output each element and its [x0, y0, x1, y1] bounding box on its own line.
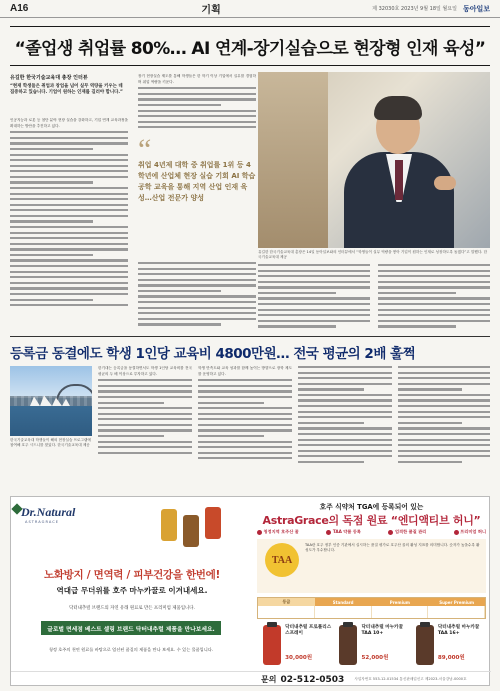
article2-headline-text: 등록금 동결에도 학생 1인당 교육비 4800만원… 전국 평균의 2배 훌쩍 [10, 346, 416, 362]
body-paragraph: 한기대는 등록금을 동결하면서도 학생 1인당 교육비를 전국 평균의 두 배 이상으로 투자하고 있다. [98, 366, 192, 376]
check-icon [388, 530, 393, 535]
pull-quote [138, 133, 256, 250]
taa-info-box [257, 539, 486, 593]
article-column-4 [258, 264, 370, 330]
product-jar [205, 507, 221, 539]
byline: 유길한 한국기술교육대 총장 인터뷰 [10, 75, 88, 81]
ad-subheadline: 역대급 무더위를 호주 마누카꿀로 이겨내세요. [56, 586, 208, 595]
ad-green-banner: 글로벌 면세점 베스트 셀링 브랜드 닥터내추럴 제품을 만나보세요. [41, 621, 221, 635]
product-name: 닥터내추럴 프로폴리스 스프레이 [285, 625, 332, 636]
page-number: A16 [10, 3, 29, 14]
phone-number[interactable]: 02-512-0503 [280, 674, 345, 685]
section-divider [10, 336, 490, 337]
feature-checks [257, 529, 486, 535]
product-item[interactable] [335, 623, 407, 669]
ad-right-panel [253, 497, 490, 687]
article-headline [10, 26, 490, 66]
taa-logo: TAA [265, 543, 299, 577]
advertisement[interactable] [10, 496, 490, 686]
check-icon [454, 530, 459, 535]
feature-item: 청정지역 호주산 꿀 [257, 529, 299, 535]
article2-headline [10, 342, 490, 360]
product-item[interactable] [259, 623, 331, 669]
portrait-photo [258, 72, 490, 248]
page-header [0, 0, 500, 18]
article-column-3 [138, 262, 256, 330]
ad-headline: 노화방지 / 면역력 / 피부건강을 한번에! [44, 569, 220, 581]
issue-info: 제 32030호 2023년 9월 18일 월요일 [372, 6, 457, 12]
feature-item: 프리미엄 허니 [454, 529, 486, 535]
photo-caption: 유길한 한국기술교육대 총장은 14일 동아일보와의 인터뷰에서 “학생들이 실무 역량을 쌓아 기업이 원하는 인재로 성장하도록 돕겠다”고 말했다. 한국기술교육대 제공 [258, 250, 488, 259]
sydney-photo [10, 366, 92, 436]
body-paragraph: 장기 현장실습 제도를 통해 학생들은 한 학기 이상 기업에서 실무를 경험하며 취업 역량을 키운다. [138, 74, 256, 84]
feature-item: TAA 약품 등록 [326, 529, 361, 535]
newspaper-name: 동아일보 [462, 4, 490, 13]
feature-item: 엄격한 품질 관리 [388, 529, 426, 535]
article2-column-3 [298, 366, 392, 490]
article2-column-4 [398, 366, 490, 490]
section-title: 기획 [201, 5, 221, 16]
business-info: 사업자번호 553-12-01534 통신판매업신고 제2023-서울강남-0000호 [354, 676, 467, 681]
product-price: 30,000원 [285, 655, 313, 661]
pull-quote-text: 취업 4년제 대학 중 취업률 1위 등 4학년에 산업체 현장 실습 기회 AI 학습 공학 교육을 통해 지역 산업 인재 육성…산업 전문가 양성 [138, 161, 256, 202]
bottle-icon [416, 625, 434, 665]
ad-right-head: 호주 식약처 TGA에 등록되어 있는 [319, 503, 424, 511]
ad-brand-sub: ASTRAGRACE [25, 520, 59, 524]
product-name: 닥터내추럴 마누카꿀 TAA 10+ [361, 625, 404, 636]
product-jar [183, 515, 199, 547]
article2-photo-caption: 한국기술교육대 학생들이 해외 현장실습 프로그램에 참여해 호주 시드니를 찾았다. 한국기술교육대 제공 [10, 438, 91, 447]
ad-body: 닥터내추럴 브랜드의 자연 유래 원료로 만든 프리미엄 제품입니다. [69, 606, 195, 611]
product-list [257, 623, 486, 669]
article2-column-2 [198, 366, 292, 490]
ad-footer-text: 청정 호주의 천연 원료를 바탕으로 엄선된 품질의 제품을 만나 보세요. 수 있는 물품입니다. [48, 647, 214, 652]
phone-label: 문의 [261, 674, 277, 684]
product-name: 닥터내추럴 마누카꿀 TAA 16+ [437, 625, 480, 636]
ad-left-panel [11, 497, 251, 687]
headline-text: “졸업생 취업률 80%… AI 연계-장기실습으로 현장형 인재 육성” [14, 38, 486, 59]
ad-brand: Dr.Natural [21, 505, 76, 519]
product-item[interactable] [412, 623, 484, 669]
grade-table [257, 597, 486, 619]
ad-right-title: AstraGrace의 독점 원료 “엔디액티브 허니” [262, 514, 481, 527]
body-paragraph: 학생 만족도와 교육 성과를 함께 높이는 방향으로 장학 제도를 운영하고 있다. [198, 366, 292, 376]
quote-mark-icon: “ [138, 133, 152, 166]
bottle-icon [263, 625, 281, 665]
bottle-icon [339, 625, 357, 665]
table-header: Super Premium [428, 598, 485, 606]
product-price: 89,000원 [437, 655, 465, 661]
lede: “현재 학생들은 취업과 창업을 넘어 실무 역량을 키우는 데 집중하고 있습니다. 기업이 원하는 인재를 길러야 합니다.” [10, 84, 123, 96]
article-column-2 [138, 74, 256, 138]
table-header: 등급 [258, 598, 315, 606]
article-column-5 [378, 264, 490, 330]
product-price: 52,000원 [361, 655, 389, 661]
taa-description: TAA란 호주 정부 인증 기관에서 실시하는 품질 평가로 호주산 꿀의 활성 지표를 의미합니다. 숫자가 높을수록 활성도가 우수합니다. [305, 543, 480, 552]
check-icon [326, 530, 331, 535]
product-jar [161, 509, 177, 541]
ad-contact-bar [11, 671, 491, 686]
body-paragraph: 인공지능과 로봇 등 첨단 분야 현장 실습을 강화하고, 기업 연계 교육과정을 확대하는 방안을 추진하고 있다. [10, 118, 128, 128]
table-header: Standard [315, 598, 372, 606]
table-header: Premium [372, 598, 429, 606]
article-column-1 [10, 118, 128, 330]
article2-column-1 [98, 366, 192, 490]
check-icon [257, 530, 262, 535]
